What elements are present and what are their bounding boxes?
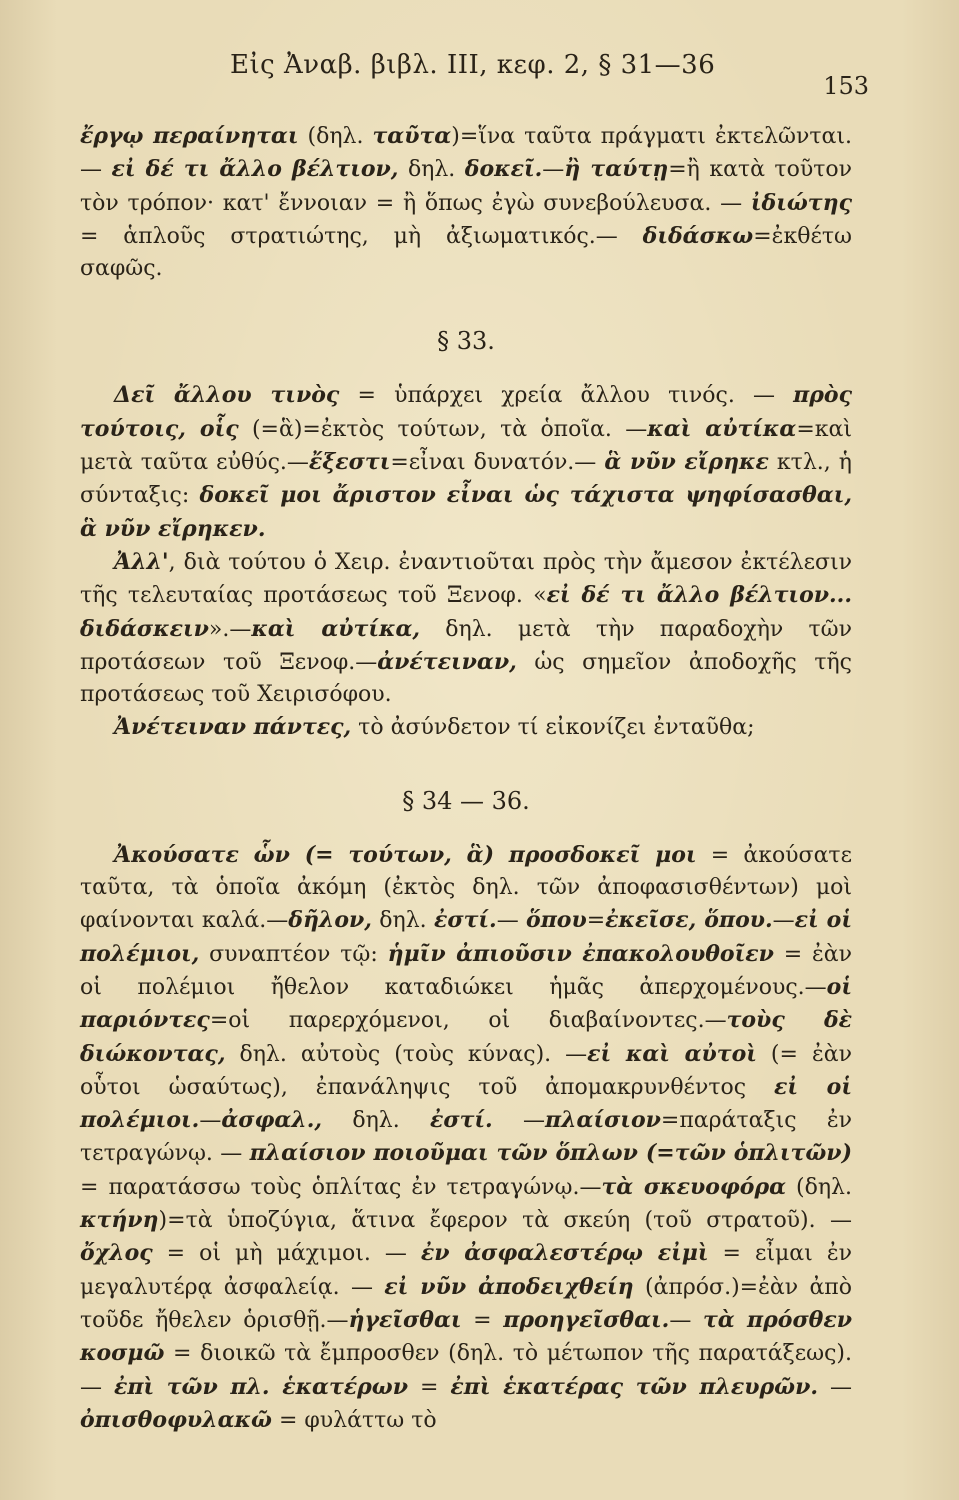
paragraph-continuation	[80, 120, 852, 285]
gloss-text: (=ἃ)=ἐκτὸς τούτων, τὰ ὁποῖα. —	[238, 416, 648, 442]
lemma-term: ὅπου	[526, 907, 587, 934]
paragraph	[80, 839, 852, 1437]
lemma-term: εἰ δέ τι ἄλλο βέλτιον... διδάσκειν	[80, 582, 852, 642]
gloss-text: —	[542, 157, 565, 183]
gloss-text: =	[461, 1307, 504, 1333]
gloss-text: —	[199, 1108, 222, 1134]
lemma-term: ἔξεστι	[308, 449, 391, 476]
gloss-text: —	[492, 1108, 545, 1134]
lemma-term: εἰ οἱ πολέμιοι,	[80, 907, 852, 967]
gloss-text: —	[496, 908, 527, 934]
lemma-term: ἃ νῦν εἴρηκε	[604, 449, 769, 476]
gloss-text: τὸ ἀσύνδετον τί εἰκονίζει ἐνταῦθα;	[351, 715, 755, 741]
lemma-term: δοκεῖ μοι ἄριστον εἶναι ὡς τάχιστα ψηφίσασθαι, ἃ νῦν εἴρηκεν.	[80, 482, 852, 542]
gloss-text: δηλ. μετὰ τὴν παραδοχὴν τῶν προτάσεων τοῦ Ξενοφ.—	[80, 616, 852, 675]
lemma-term: ἐπὶ τῶν πλ. ἑκατέρων	[113, 1373, 409, 1400]
section-heading-34-36: § 34 — 36.	[402, 786, 530, 815]
lemma-term: ἐπὶ ἑκατέρας τῶν πλευρῶν.	[450, 1373, 819, 1400]
gloss-text: =εἶναι δυνατόν.—	[390, 450, 605, 476]
lemma-term: πλαίσιον ποιοῦμαι τῶν ὅπλων (=τῶν ὁπλιτῶν)	[249, 1140, 852, 1167]
lemma-term: Ἀνέτειναν πάντες,	[114, 714, 352, 741]
gloss-text: = εἶμαι ἐν μεγαλυτέρᾳ ἀσφαλείᾳ. —	[80, 1241, 853, 1300]
gloss-text: =	[408, 1374, 451, 1400]
lemma-term: δοκεῖ.	[464, 156, 543, 183]
lemma-term: εἰ δέ τι ἄλλο βέλτιον,	[111, 156, 399, 183]
gloss-text: συναπτέον τῷ:	[199, 941, 388, 967]
lemma-term: ἡγεῖσθαι	[348, 1306, 462, 1333]
gloss-text: (δηλ.	[786, 1174, 852, 1200]
gloss-text: —	[772, 908, 795, 934]
lemma-term: ἐστί.	[433, 907, 497, 934]
gloss-text: δηλ.	[398, 157, 465, 183]
gloss-text: ».—	[208, 616, 252, 642]
paragraph	[80, 711, 852, 744]
gloss-text: —	[669, 1307, 703, 1333]
lemma-term: εἰ καὶ αὐτοὶ	[587, 1040, 757, 1067]
lemma-term: Ἀκούσατε ὧν (= τούτων, ἃ) προσδοκεῖ μοι	[114, 841, 697, 868]
gloss-text: =ἢ κατὰ τοῦτον τὸν τρόπον· κατ' ἔννοιαν = ἢ ὅπως ἐγὼ συνεβούλευσα. —	[80, 157, 853, 216]
gloss-text: = παρατάσσω τοὺς ὁπλίτας ἐν τετραγώνῳ.—	[80, 1174, 602, 1200]
lemma-term: ἔργῳ περαίνηται	[80, 123, 299, 149]
gloss-text: =ἐκθέτω σαφῶς.	[80, 223, 852, 282]
lemma-term: ἐκεῖσε, ὅπου.	[605, 907, 773, 934]
lemma-term: ἢ ταύτῃ	[564, 156, 669, 183]
lemma-term: ἀσφαλ.,	[221, 1107, 323, 1134]
running-head: Εἰς Ἀναβ. βιβλ. III, κεφ. 2, § 31—36	[230, 50, 716, 80]
lemma-term: εἰ νῦν ἀποδειχθείη	[384, 1273, 634, 1300]
lemma-term: πρὸς τούτοις, οἷς	[80, 382, 852, 442]
lemma-term: ὄχλος	[80, 1240, 153, 1267]
gloss-text: = ἐὰν οἱ πολέμιοι ἤθελον καταδιώκει ἡμᾶς ἀπερχομένους.—	[80, 941, 852, 1000]
lemma-term: τὰ σκευοφόρα	[601, 1173, 787, 1200]
section-heading-33: § 33.	[437, 327, 495, 356]
gloss-text: =καὶ μετὰ ταῦτα εὐθύς.—	[80, 416, 852, 476]
gloss-text: = φυλάττω τὸ	[271, 1407, 437, 1433]
gloss-text: , διὰ τούτου ὁ Χειρ. ἐναντιοῦται πρὸς τὴν ἄμεσον ἐκτέλεσιν τῆς τελευταίας προτάσεως τοῦ Ξενοφ. «	[80, 549, 852, 609]
gloss-text: δηλ. αὐτοὺς (τοὺς κύνας). —	[225, 1041, 588, 1067]
gloss-text: κτλ., ἡ σύνταξις:	[80, 450, 852, 509]
gloss-text: δηλ.	[322, 1108, 430, 1134]
gloss-text: = ἀκούσατε ταῦτα, τὰ ὁποῖα ἀκόμη (ἐκτὸς δηλ. τῶν ἀποφασισθέντων) μοὶ φαίνονται καλά.—	[80, 842, 853, 934]
gloss-text: )=ἵνα ταῦτα πράγματι ἐκτελῶνται.—	[80, 124, 852, 183]
gloss-text: (ἀπρόσ.)=ἐὰν ἀπὸ τοῦδε ἤθελεν ὁρισθῇ.—	[80, 1274, 852, 1333]
gloss-text: (= ἐὰν οὗτοι ὡσαύτως), ἐπανάληψις τοῦ ἀπομακρυνθέντος	[80, 1041, 852, 1100]
page-number: 153	[823, 72, 869, 100]
gloss-text: = οἱ μὴ μάχιμοι. —	[152, 1241, 421, 1267]
lemma-term: ὀπισθοφυλακῶ	[80, 1406, 272, 1433]
gloss-text: ὡς σημεῖον ἀποδοχῆς τῆς προτάσεως τοῦ Χειρισόφου.	[80, 649, 852, 708]
lemma-term: ἡμῖν ἀπιοῦσιν ἐπακολουθοῖεν	[387, 940, 774, 967]
lemma-term: ἰδιώτης	[750, 189, 852, 216]
gloss-text: (δηλ.	[298, 124, 373, 149]
paragraph	[80, 546, 852, 711]
lemma-term: ἀνέτειναν,	[377, 648, 517, 675]
lemma-term: ἐστί.	[429, 1107, 493, 1134]
gloss-text: =παράταξις ἐν τετραγώνῳ. —	[80, 1108, 852, 1167]
gloss-text: δηλ.	[371, 908, 434, 934]
lemma-term: ἐν ἀσφαλεστέρῳ εἰμὶ	[420, 1240, 709, 1267]
page-header	[0, 50, 959, 100]
lemma-term: τὰ πρόσθεν κοσμῶ	[80, 1306, 852, 1367]
lemma-term: ταῦτα	[372, 123, 452, 149]
lemma-term: προηγεῖσθαι.	[503, 1306, 670, 1333]
lemma-term: δῆλον,	[288, 907, 372, 934]
gloss-text: —	[818, 1374, 852, 1400]
gloss-text: =	[586, 908, 606, 934]
paragraph	[80, 379, 852, 545]
lemma-term: Ἀλλ'	[114, 548, 169, 575]
lemma-term: καὶ αὐτίκα	[647, 415, 797, 442]
gloss-text: )=τὰ ὑποζύγια, ἅτινα ἔφερον τὰ σκεύη (τοῦ στρατοῦ). —	[158, 1208, 852, 1234]
gloss-text: =οἱ παρερχόμενοι, οἱ διαβαίνοντες.—	[209, 1008, 727, 1034]
lemma-term: εἰ οἱ πολέμιοι.	[80, 1073, 852, 1134]
lemma-term: καὶ αὐτίκα,	[251, 615, 421, 642]
gloss-text: = διοικῶ τὰ ἔμπροσθεν (δηλ. τὸ μέτωπον τῆς παρατάξεως). —	[80, 1341, 852, 1400]
lemma-term: τοὺς δὲ διώκοντας,	[80, 1007, 852, 1067]
gloss-text: = ὑπάρχει χρεία ἄλλου τινός. —	[339, 383, 794, 409]
lemma-term: διδάσκω	[642, 222, 754, 249]
page-body	[80, 120, 852, 1437]
lemma-term: οἱ παριόντες	[80, 973, 852, 1034]
lemma-term: πλαίσιον	[544, 1107, 661, 1134]
lemma-term: κτήνη	[80, 1207, 159, 1234]
lemma-term: Δεῖ ἄλλου τινὸς	[114, 382, 340, 409]
gloss-text: = ἁπλοῦς στρατιώτης, μὴ ἀξιωματικός.—	[80, 223, 643, 249]
